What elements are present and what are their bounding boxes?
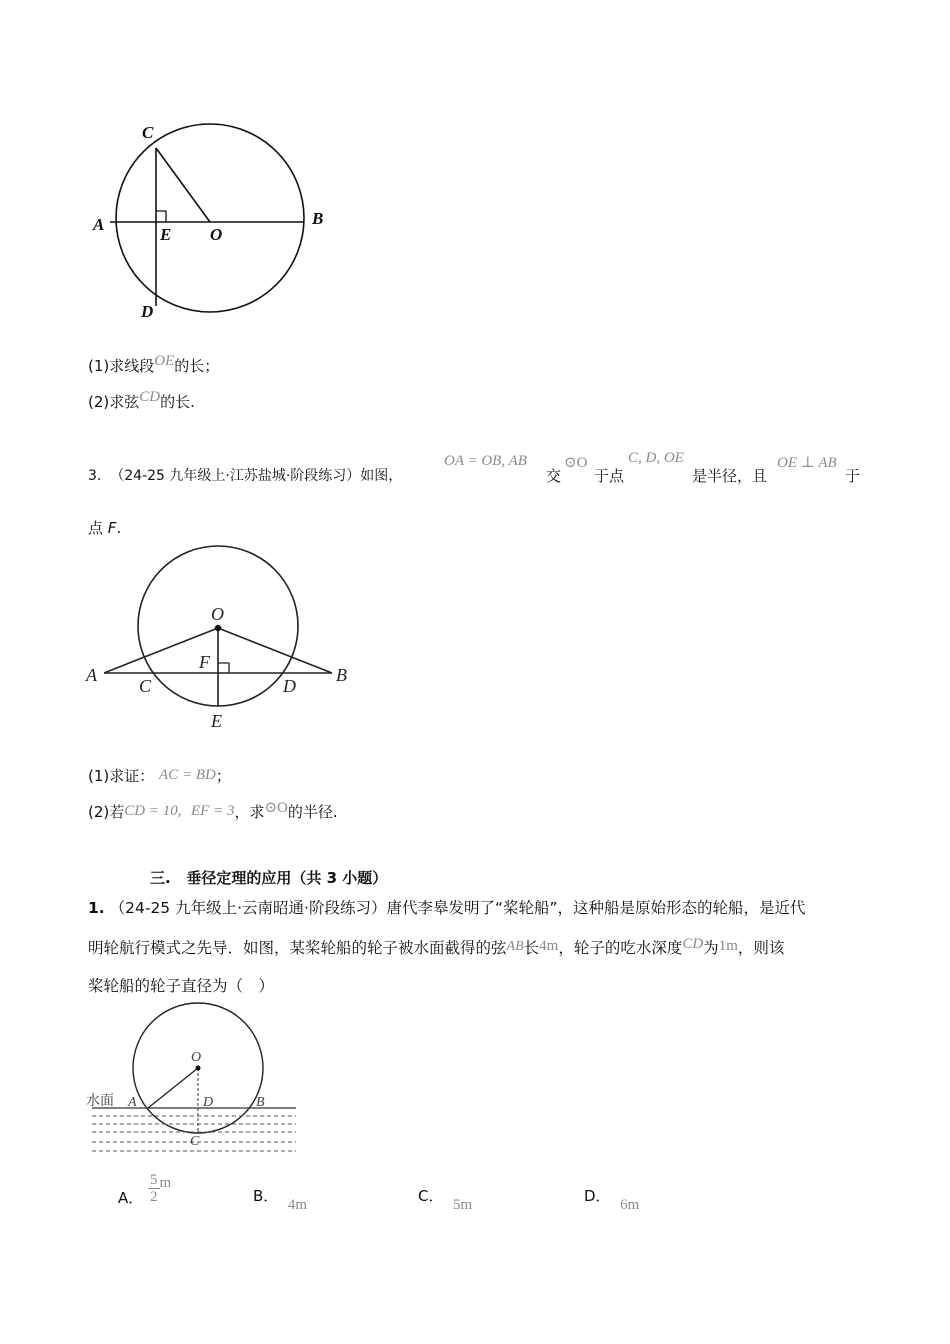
option-c[interactable]: C． 5m [418, 1187, 473, 1213]
label-b: B [312, 209, 324, 228]
option-b[interactable]: B． 4m [253, 1187, 308, 1213]
q3-source: 3. （24-25 九年级上·江苏盐城·阶段练习）如图， [88, 468, 403, 484]
q3-math2: ⊙O [564, 455, 588, 471]
label-e: E [160, 225, 172, 244]
label-d: D [203, 1095, 214, 1110]
q3-math4: OE ⊥ AB [777, 455, 837, 471]
q1-line2: 明轮航行模式之先导．如图，某桨轮船的轮子被水面截得的弦AB长4m，轮子的吃水深度CD为1m，则该 [88, 936, 785, 957]
q3-text4: 于 [845, 467, 861, 485]
label-o: O [211, 604, 224, 624]
q2-part1: (1)求线段OE的长； [88, 353, 220, 375]
label-d: D [141, 302, 154, 321]
label-o: O [191, 1050, 202, 1065]
q3-line2: 点 F. [88, 519, 122, 537]
figure-circle-chord-cd [88, 118, 348, 328]
q1-line1: 1. （24-25 九年级上·云南昭通·阶段练习）唐代李皋发明了“桨轮船”，这种船是原始形态的轮船，是近代 [88, 899, 806, 917]
q3-part2: (2)若CD = 10, EF = 3，求⊙O的半径. [88, 800, 338, 821]
option-d[interactable]: D． 6m [584, 1187, 640, 1213]
figure-paddle-wheel [84, 1000, 304, 1160]
label-a: A [93, 215, 105, 234]
label-b: B [336, 665, 347, 685]
q3-text1: 交 [546, 467, 562, 485]
fraction-five-halves: $\frac{5}{2}$ [150, 1172, 158, 1205]
label-b: B [256, 1095, 265, 1110]
label-a: A [128, 1095, 137, 1110]
q3-text2: 于点 [594, 467, 625, 485]
q1-line3: 桨轮船的轮子直径为（ ） [88, 977, 275, 995]
option-a[interactable]: A． $\frac{5}{2}$ m [118, 1172, 172, 1207]
figure-circle-secant-ab [80, 540, 370, 740]
section-heading: 三. 垂径定理的应用（共 3 小题） [150, 869, 388, 887]
label-e: E [211, 711, 222, 731]
label-o: O [210, 225, 223, 244]
label-f: F [199, 652, 210, 672]
label-d: D [283, 676, 296, 696]
label-c: C [190, 1134, 200, 1149]
q3-part1: (1)求证： AC = BD； [88, 767, 231, 785]
q3-text3: 是半径，且 [692, 467, 768, 485]
q2-part2: (2)求弦CD的长. [88, 389, 195, 411]
label-c: C [142, 123, 154, 142]
label-c: C [139, 676, 152, 696]
water-label: 水面 [86, 1093, 114, 1109]
q3-math1: OA = OB, AB [444, 453, 527, 469]
label-a: A [86, 665, 97, 685]
q3-math3: C, D, OE [628, 450, 684, 466]
